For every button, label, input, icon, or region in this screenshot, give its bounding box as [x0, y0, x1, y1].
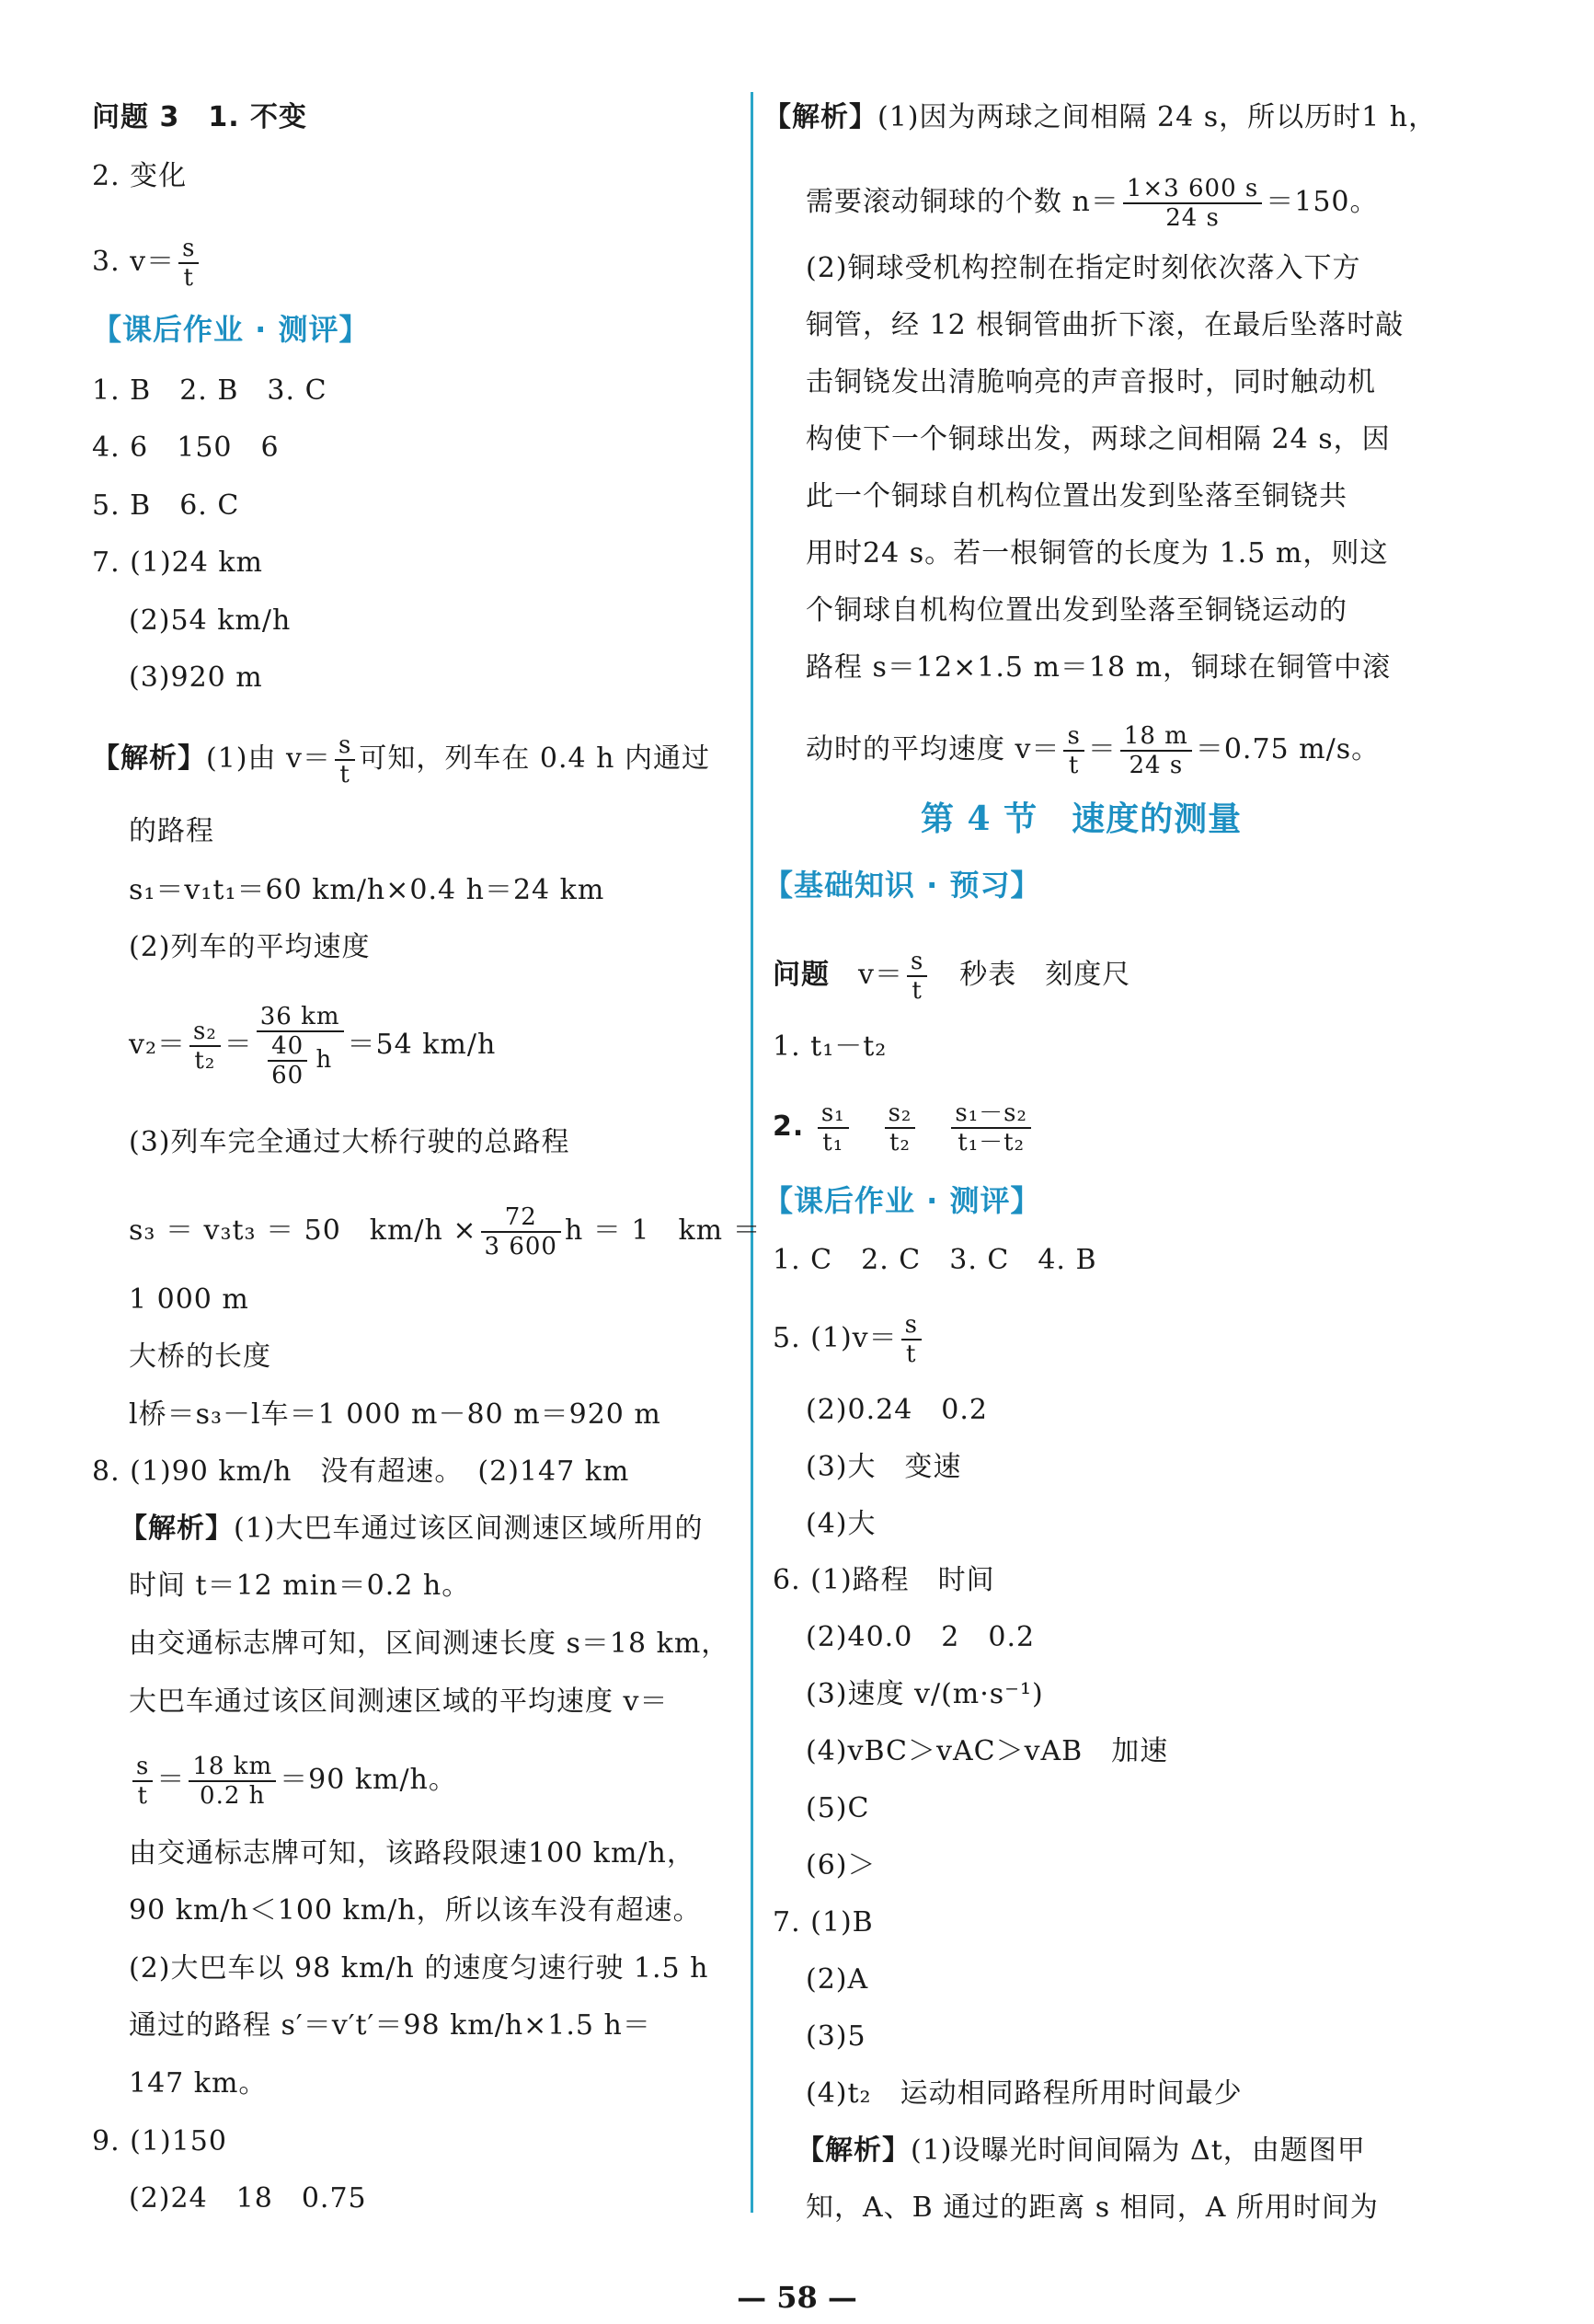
- analysis-9-line7: 此一个铜球自机构位置出发到坠落至铜铙共: [806, 480, 1347, 512]
- section-homework-left: 【课后作业 · 测评】: [92, 312, 370, 347]
- hw-5-4: (4)大: [806, 1508, 877, 1540]
- analysis-9-line1: 【解析】(1)因为两球之间相隔 24 s，所以历时1 h，: [763, 101, 1438, 133]
- analysis-7-total: (3)列车完全通过大桥行驶的总路程: [129, 1126, 570, 1158]
- answer-9-2: (2)24 18 0.75: [129, 2182, 367, 2215]
- analysis-8-line7: 90 km/h＜100 km/h，所以该车没有超速。: [129, 1894, 702, 1927]
- analysis-9-line2: 需要滚动铜球的个数 n＝ $\frac{1\times 3 600 s}{24 s}$ ＝150。: [806, 175, 1379, 232]
- hw-7-2: (2)A: [806, 1963, 869, 1996]
- basic-2: 2. $\frac{\text{s₁}}{\text{t₁}}$ $\frac{\text{s₂}}{\text{t₂}}$ $\frac{\text{s₁－s₂}}{\text{t₁－t₂}}$: [773, 1099, 1035, 1156]
- formula-v-s-t: $\frac{s}{t}$: [178, 235, 199, 292]
- answer-9-1: 9. (1)150: [92, 2125, 227, 2157]
- section-homework-right: 【课后作业 · 测评】: [763, 1183, 1041, 1218]
- hw-1-4: 1. C 2. C 3. C 4. B: [773, 1244, 1097, 1276]
- hw-7-4: (4)t₂ 运动相同路程所用时间最少: [806, 2077, 1243, 2110]
- analysis-8-line8: (2)大巴车以 98 km/h 的速度匀速行驶 1.5 h: [129, 1952, 709, 1985]
- hw-5-2: (2)0.24 0.2: [806, 1394, 989, 1426]
- analysis-9-line11: 动时的平均速度 v＝ $\frac{s}{t}$ ＝ $\frac{18 m}{24 s}$ ＝0.75 m/s。: [806, 722, 1381, 779]
- answer-1-3: 1. B 2. B 3. C: [92, 374, 327, 407]
- answer-8: 8. (1)90 km/h 没有超速。 (2)147 km: [92, 1455, 630, 1488]
- analysis-8-line10: 147 km。: [129, 2067, 268, 2100]
- section-basic: 【基础知识 · 预习】: [763, 868, 1041, 903]
- analysis-8-line6: 由交通标志牌可知，该路段限速100 km/h，: [129, 1837, 695, 1870]
- analysis-8-line4: 大巴车通过该区间测速区域的平均速度 v＝: [129, 1685, 669, 1718]
- q3-3: 3. v＝ $\frac{s}{t}$: [92, 235, 202, 292]
- hw-6-6: (6)＞: [806, 1849, 877, 1881]
- analysis-8-line2: 时间 t＝12 min＝0.2 h。: [129, 1570, 471, 1602]
- analysis-8-line3: 由交通标志牌可知，区间测速长度 s＝18 km，: [129, 1628, 730, 1660]
- analysis-7-v2: v₂＝ $\frac{\text{s₂}}{\text{t₂}}$ ＝ 36 km $\frac{40}{60}$ h ＝54 km/h: [129, 1003, 497, 1089]
- hw-6-3: (3)速度 v/(m·s⁻¹): [806, 1678, 1044, 1710]
- hw-6-4: (4)vBC＞vAC＞vAB 加速: [806, 1735, 1169, 1767]
- hw-5-1: 5. (1)v＝ $\frac{s}{t}$: [773, 1311, 925, 1368]
- hw-7-3: (3)5: [806, 2020, 866, 2053]
- answer-7-2: (2)54 km/h: [129, 604, 292, 637]
- basic-question: 问题 v＝ $\frac{s}{t}$ 秒表 刻度尺: [773, 948, 1131, 1005]
- hw-5-3: (3)大 变速: [806, 1451, 962, 1483]
- hw-6-2: (2)40.0 2 0.2: [806, 1621, 1036, 1653]
- analysis-7-line2: 的路程: [129, 815, 214, 847]
- section-title: 第 4 节 速度的测量: [921, 800, 1243, 838]
- analysis-hw7-line2: 知，A、B 通过的距离 s 相同，A 所用时间为: [806, 2192, 1379, 2224]
- answer-7-1: 7. (1)24 km: [92, 546, 263, 579]
- analysis-9-line10: 路程 s＝12×1.5 m＝18 m，铜球在铜管中滚: [806, 651, 1392, 684]
- answer-5-6: 5. B 6. C: [92, 489, 240, 522]
- analysis-7-1000: 1 000 m: [129, 1283, 249, 1316]
- basic-1: 1. t₁－t₂: [773, 1030, 888, 1063]
- analysis-8-v: $\frac{s}{t}$ ＝ $\frac{18 km}{0.2 h}$ ＝90 km/h。: [129, 1753, 457, 1810]
- analysis-9-line4: 铜管，经 12 根铜管曲折下滚，在最后坠落时敲: [806, 309, 1405, 341]
- analysis-7-s3: s₃ ＝ v₃t₃ ＝ 50 km/h × $\frac{72}{3 600}$ h ＝ 1 km ＝: [129, 1203, 762, 1260]
- analysis-7-avg: (2)列车的平均速度: [129, 931, 371, 963]
- analysis-hw7-line1: 【解析】(1)设曝光时间间隔为 Δt，由题图甲: [797, 2134, 1366, 2167]
- page-number: — 58 —: [737, 2280, 857, 2315]
- analysis-9-line6: 构使下一个铜球出发，两球之间相隔 24 s，因: [806, 423, 1391, 455]
- analysis-9-line3: (2)铜球受机构控制在指定时刻依次落入下方: [806, 252, 1361, 284]
- column-divider: [751, 92, 753, 2213]
- hw-7-1: 7. (1)B: [773, 1906, 874, 1939]
- q3-line: 问题 3 1. 不变: [92, 101, 308, 133]
- analysis-7-line1: 【解析】(1)由 v＝ $\frac{s}{t}$ 可知，列车在 0.4 h 内通过: [92, 731, 710, 788]
- analysis-9-line9: 个铜球自机构位置出发到坠落至铜铙运动的: [806, 594, 1347, 627]
- hw-6-1: 6. (1)路程 时间: [773, 1564, 995, 1596]
- analysis-9-line5: 击铜铙发出清脆响亮的声音报时，同时触动机: [806, 366, 1376, 398]
- analysis-7-s1: s₁＝v₁t₁＝60 km/h×0.4 h＝24 km: [129, 874, 605, 906]
- answer-7-3: (3)920 m: [129, 662, 263, 694]
- q3-2: 2. 变化: [92, 160, 188, 192]
- hw-6-5: (5)C: [806, 1792, 870, 1824]
- analysis-7-length: l桥＝s₃－l车＝1 000 m－80 m＝920 m: [129, 1398, 661, 1431]
- analysis-9-line8: 用时24 s。若一根铜管的长度为 1.5 m，则这: [806, 537, 1389, 569]
- analysis-8-line9: 通过的路程 s′＝v′t′＝98 km/h×1.5 h＝: [129, 2009, 651, 2042]
- analysis-8-line1: 【解析】(1)大巴车通过该区间测速区域所用的: [120, 1513, 704, 1545]
- answer-4: 4. 6 150 6: [92, 431, 280, 464]
- analysis-7-bridge: 大桥的长度: [129, 1340, 271, 1373]
